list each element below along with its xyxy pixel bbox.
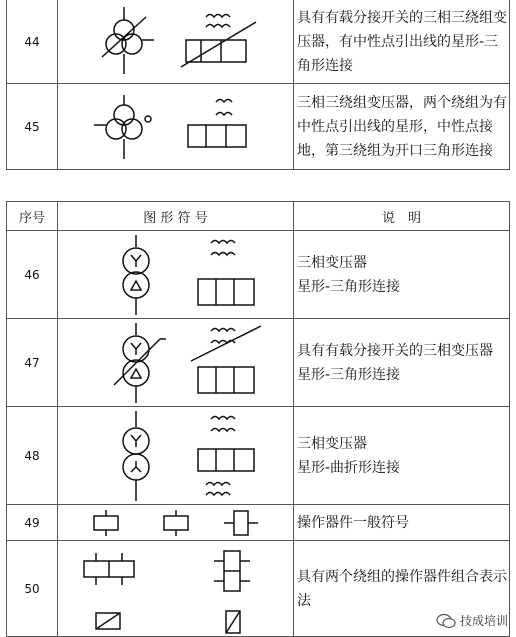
description-line: 具有有载分接开关的三相变压器: [297, 342, 493, 359]
row-number: 48: [7, 407, 58, 505]
transformer-3winding-symbol-45: [76, 87, 276, 167]
symbol-cell: [58, 84, 294, 170]
description-line: 三相变压器: [297, 435, 367, 452]
description-line: 星形-三角形连接: [297, 278, 401, 295]
table-row-46: [7, 231, 510, 319]
main-table: [6, 201, 510, 637]
symbol-cell: [58, 231, 294, 319]
symbol-cell: [58, 0, 294, 84]
description-cell: [294, 0, 510, 84]
header-symbol: 图 形 符 号: [58, 202, 294, 231]
description-line: 角形连接: [297, 57, 353, 74]
description-line: 三相三绕组变压器，两个绕组为有: [297, 94, 507, 111]
row-number: 46: [7, 231, 58, 319]
transformer-3winding-symbol-44: [76, 2, 276, 82]
description-line: 压器，有中性点引出线的星形-三: [297, 33, 499, 50]
operating-device-symbol-49: [76, 507, 276, 539]
header-number: 序号: [7, 202, 58, 231]
transformer-tap-changer-symbol-47: [76, 321, 276, 405]
description-line: 三相变压器: [297, 254, 367, 271]
symbol-cell: [58, 541, 294, 637]
transformer-star-delta-symbol-46: [76, 233, 276, 317]
header-description: 说 明: [294, 202, 510, 231]
wechat-logo-icon: [436, 613, 456, 629]
description-cell: [294, 319, 510, 407]
row-number: 50: [7, 541, 58, 637]
row-number: 47: [7, 319, 58, 407]
description-line: 操作器件一般符号: [297, 514, 409, 531]
table-row-47: [7, 319, 510, 407]
description-cell: [294, 231, 510, 319]
symbol-cell: [58, 505, 294, 541]
table-header-row: [7, 202, 510, 231]
table-row-48: [7, 407, 510, 505]
description-line: 中性点引出线的星形，中性点接: [297, 118, 493, 135]
description-cell: [294, 407, 510, 505]
description-line: 地，第三绕组为开口三角形连接: [297, 142, 493, 159]
symbol-cell: [58, 407, 294, 505]
table-row-45: [7, 84, 510, 170]
description-line: 具有有载分接开关的三相三绕组变: [297, 9, 507, 26]
description-line: 星形-曲折形连接: [297, 459, 401, 476]
table-row-50: [7, 541, 510, 637]
row-number: 45: [7, 84, 58, 170]
description-line: 法: [297, 592, 311, 609]
description-cell: [294, 505, 510, 541]
row-number: 49: [7, 505, 58, 541]
table-row-49: [7, 505, 510, 541]
description-cell: [294, 84, 510, 170]
top-table: [6, 0, 510, 170]
two-winding-operating-device-symbol-50: [76, 543, 276, 635]
description-line: 具有两个绕组的操作器件组合表示: [297, 568, 507, 585]
row-number: 44: [7, 0, 58, 84]
symbol-cell: [58, 319, 294, 407]
transformer-star-zigzag-symbol-48: [76, 409, 276, 503]
watermark-text: 技成培训: [459, 614, 508, 628]
table-row-44: [7, 0, 510, 84]
description-line: 星形-三角形连接: [297, 366, 401, 383]
watermark: [436, 612, 508, 629]
